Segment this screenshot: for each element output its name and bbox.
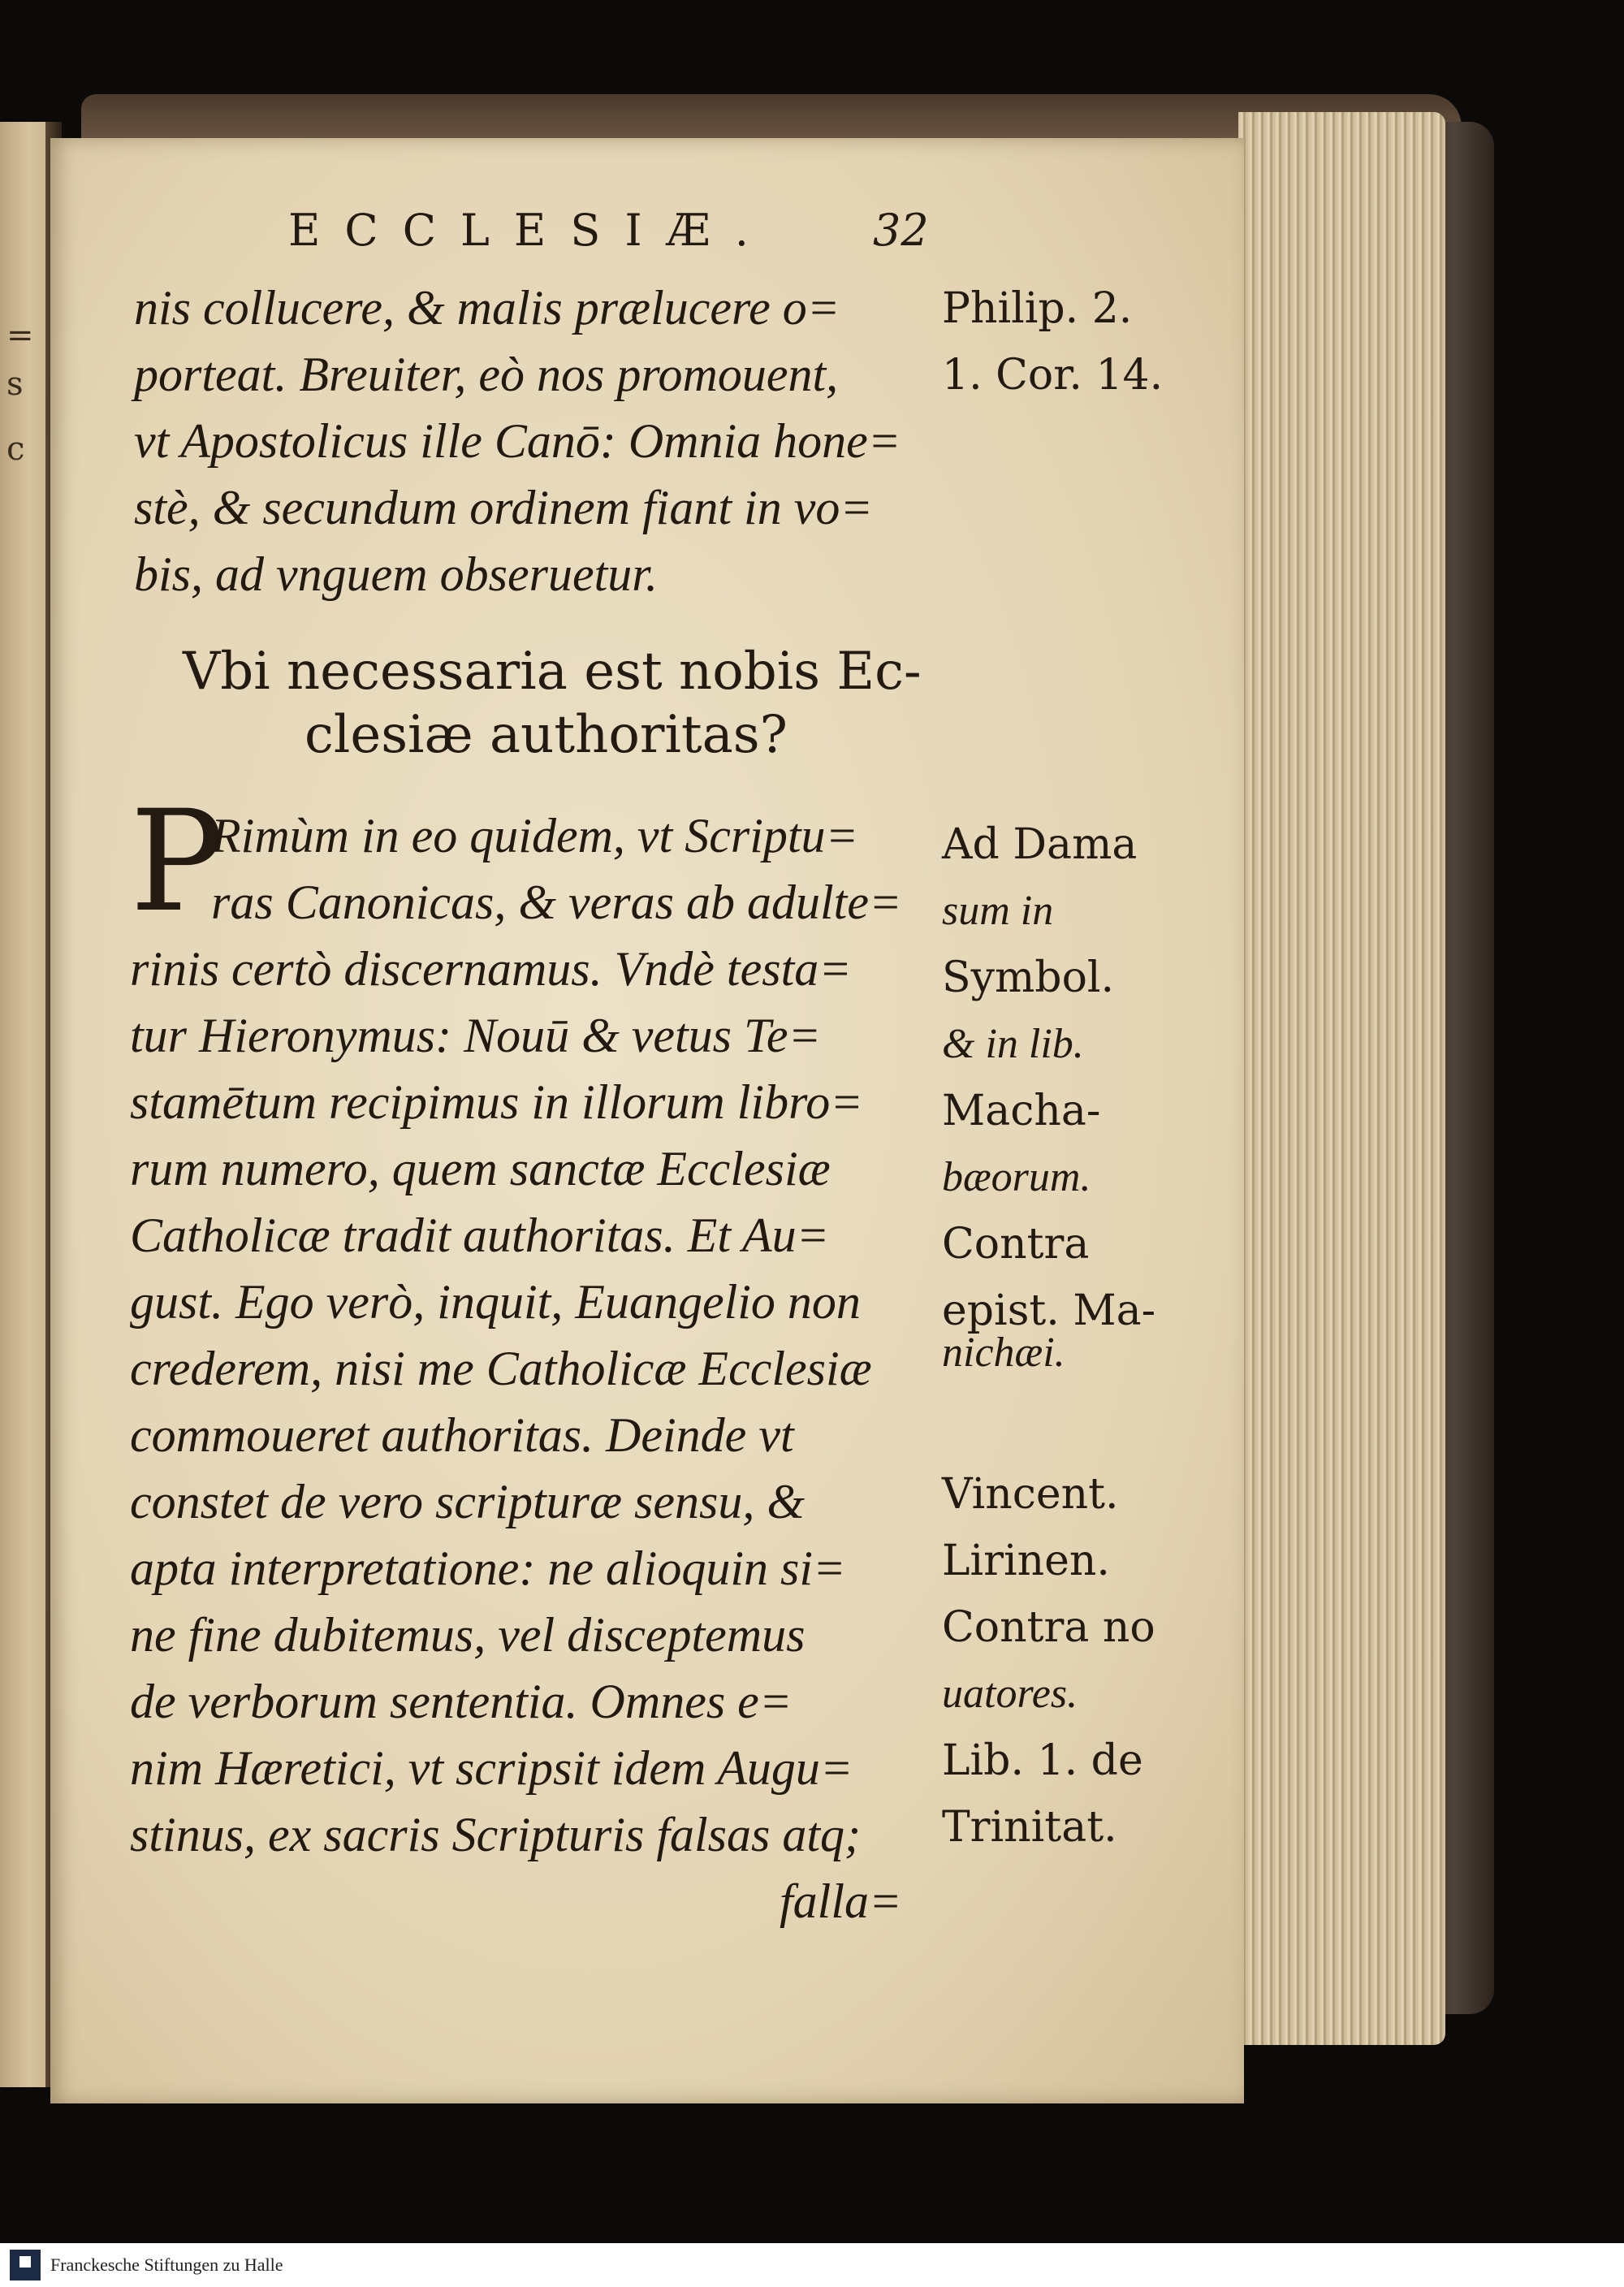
margin-note: Vincent. — [942, 1470, 1119, 1519]
text-line: rinis certò discernamus. Vndè testa= — [130, 942, 852, 996]
text-line: tur Hieronymus: Nouū & vetus Te= — [130, 1009, 822, 1062]
margin-note: 1. Cor. 14. — [942, 351, 1164, 400]
drop-cap: P — [130, 780, 224, 943]
page-edges — [1238, 112, 1445, 2045]
text-line: stè, & secundum ordinem fiant in vo= — [134, 481, 873, 534]
running-head: ECCLESIÆ. — [288, 205, 773, 256]
margin-note: uatores. — [942, 1671, 1078, 1717]
text-line: nim Hæretici, vt scripsit idem Augu= — [130, 1741, 853, 1795]
catchword: falla= — [780, 1874, 902, 1928]
margin-note: Macha- — [942, 1087, 1101, 1135]
margin-note: bæorum. — [942, 1154, 1091, 1200]
heading-line: clesiæ authoritas? — [304, 705, 788, 765]
margin-note: Philip. 2. — [942, 284, 1133, 333]
margin-note: nichæi. — [942, 1329, 1065, 1376]
page-number: 32 — [873, 205, 929, 256]
margin-note: Contra no — [942, 1603, 1155, 1652]
margin-note: Lirinen. — [942, 1537, 1110, 1585]
text-line: porteat. Breuiter, eò nos promouent, — [134, 348, 839, 401]
left-page-fragment: s — [6, 365, 24, 403]
margin-note: Lib. 1. de — [942, 1736, 1143, 1785]
footer-bar — [0, 2243, 1624, 2287]
text-line: stamētum recipimus in illorum libro= — [130, 1075, 863, 1129]
text-line: ras Canonicas, & veras ab adulte= — [211, 875, 902, 929]
margin-note: Ad Dama — [942, 820, 1138, 869]
text-line: vt Apostolicus ille Canō: Omnia hone= — [134, 414, 901, 468]
footer-label: Franckesche Stiftungen zu Halle — [50, 2255, 283, 2275]
margin-note: Contra — [942, 1220, 1090, 1269]
text-line: apta interpretatione: ne alioquin si= — [130, 1541, 846, 1595]
margin-note: & in lib. — [942, 1021, 1084, 1067]
left-page-fragment: c — [6, 430, 25, 468]
text-line: Rimùm in eo quidem, vt Scriptu= — [211, 809, 859, 862]
text-line: bis, ad vnguem obseruetur. — [134, 547, 658, 601]
text-line: Catholicæ tradit authoritas. Et Au= — [130, 1208, 830, 1262]
text-line: commoueret authoritas. Deinde vt — [130, 1408, 794, 1462]
text-line: crederem, nisi me Catholicæ Ecclesiæ — [130, 1342, 872, 1395]
margin-note: Trinitat. — [942, 1803, 1117, 1852]
margin-note: epist. Ma- — [942, 1286, 1156, 1335]
margin-note: Symbol. — [942, 953, 1115, 1002]
text-line: constet de vero scripturæ sensu, & — [130, 1475, 806, 1528]
text-line: stinus, ex sacris Scripturis falsas atq; — [130, 1808, 862, 1861]
text-line: nis collucere, & malis prælucere o= — [134, 281, 840, 335]
left-page-fragment: = — [6, 317, 34, 354]
text-line: gust. Ego verò, inquit, Euangelio non — [130, 1275, 861, 1329]
text-line: ne fine dubitemus, vel disceptemus — [130, 1608, 806, 1662]
institution-logo-icon — [10, 2250, 41, 2281]
text-line: rum numero, quem sanctæ Ecclesiæ — [130, 1142, 831, 1195]
heading-line: Vbi necessaria est nobis Ec- — [183, 642, 922, 702]
text-line: de verborum sententia. Omnes e= — [130, 1675, 793, 1728]
margin-note: sum in — [942, 888, 1054, 934]
